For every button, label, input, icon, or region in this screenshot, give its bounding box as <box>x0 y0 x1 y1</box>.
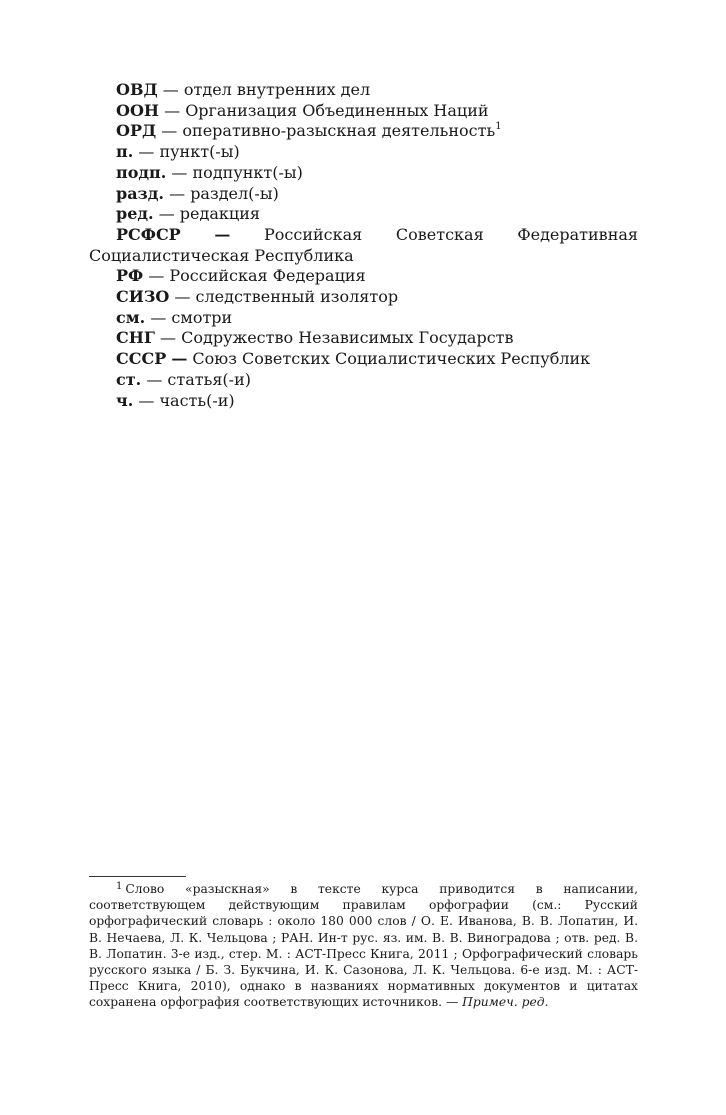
abbreviation-dash: — <box>150 307 167 327</box>
abbreviation-dash: — <box>138 142 155 162</box>
abbreviation-definition: Российская Советская Федеративная Социалистическая Республика <box>89 224 638 265</box>
abbreviation-definition: Организация Объединенных Наций <box>185 100 489 120</box>
abbreviation-list <box>89 80 638 411</box>
abbreviation-definition: раздел(-ы) <box>190 183 279 203</box>
abbreviation-definition: часть(-и) <box>159 390 235 410</box>
abbreviation-entry <box>89 163 638 184</box>
footnote-editor-note: Примеч. ред. <box>462 995 549 1010</box>
abbreviation-entry <box>89 308 638 329</box>
abbreviation-definition: статья(-и) <box>167 369 251 389</box>
abbreviation-term: п. <box>116 142 134 162</box>
abbreviation-definition: смотри <box>171 307 233 327</box>
abbreviation-dash: — <box>160 328 176 348</box>
abbreviation-entry <box>89 225 638 266</box>
abbreviation-dash: — <box>174 287 191 307</box>
abbreviation-definition: подпункт(-ы) <box>192 162 303 182</box>
abbreviation-term: ч. <box>116 390 134 410</box>
abbreviation-term: СИЗО <box>116 287 170 307</box>
abbreviation-definition: Союз Советских Социалистических Республик <box>192 349 591 369</box>
abbreviation-definition: следственный изолятор <box>195 287 399 307</box>
footnote-reference[interactable]: 1 <box>495 121 502 133</box>
footnote-text: Слово «разыскная» в тексте курса приводится в написании, соответствующем действующим правилам орфографии (см.: Русский орфографический словарь : около 180 000 слов / О. Е. Иванова, В. В. Лопатин, И. В. Нечаева, Л. К. Чельцова ; РАН. Ин-т рус. яз. им. В. В. Виноградова ; отв. ред. В. В. Лопатин. 3-е изд., стер. М. : АСТ-Пресс Книга, 2011 ; Орфографический словарь русского языка / Б. З. Букчина, И. К. Сазонова, Л. К. Чельцова. 6-е изд. М. : АСТ-Пресс Книга, 2010), однако в названиях нормативных документов и цитатах сохранена орфография соответствующих источников. — <box>89 882 638 1010</box>
abbreviation-dash: — <box>161 121 178 141</box>
abbreviation-entry <box>89 328 638 349</box>
abbreviation-dash: — <box>164 100 181 120</box>
abbreviation-term: ООН <box>116 100 159 120</box>
abbreviation-term: ОРД <box>116 121 157 141</box>
abbreviation-entry <box>89 142 638 163</box>
abbreviation-entry <box>89 370 638 391</box>
abbreviation-dash: — <box>138 390 155 410</box>
abbreviation-definition: оперативно-разыскная деятельность <box>182 121 496 141</box>
abbreviation-entry <box>89 287 638 308</box>
abbreviation-dash: — <box>148 266 165 286</box>
abbreviation-dash: — <box>169 183 186 203</box>
abbreviation-definition: Российская Федерация <box>169 266 366 286</box>
abbreviation-entry <box>89 266 638 287</box>
abbreviation-term: подп. <box>116 162 167 182</box>
abbreviation-term: ред. <box>116 204 154 224</box>
abbreviation-definition: отдел внутренних дел <box>183 80 371 99</box>
abbreviation-entry <box>89 391 638 412</box>
abbreviation-entry <box>89 184 638 205</box>
abbreviation-term: СССР <box>116 349 167 369</box>
abbreviation-entry <box>89 349 638 370</box>
abbreviation-definition: пункт(-ы) <box>159 142 240 162</box>
abbreviation-term: ст. <box>116 369 142 389</box>
abbreviation-entry <box>89 101 638 122</box>
abbreviation-term: РСФСР <box>116 224 181 244</box>
abbreviation-dash: — <box>162 80 179 99</box>
abbreviation-dash: — <box>158 204 175 224</box>
abbreviation-dash: — <box>171 349 188 369</box>
abbreviation-term: ОВД <box>116 80 158 99</box>
abbreviation-term: см. <box>116 307 146 327</box>
abbreviation-term: РФ <box>116 266 144 286</box>
abbreviation-entry <box>89 204 638 225</box>
footnote-divider <box>89 876 186 877</box>
abbreviation-entry <box>89 121 638 142</box>
abbreviation-entry <box>89 80 638 101</box>
abbreviation-dash: — <box>146 369 163 389</box>
abbreviation-dash: — <box>171 162 188 182</box>
abbreviation-definition: Содружество Независимых Государств <box>181 328 514 348</box>
abbreviation-definition: редакция <box>179 204 260 224</box>
abbreviation-dash: — <box>214 224 231 244</box>
abbreviation-term: СНГ <box>116 328 155 348</box>
footnote-number: 1 <box>116 881 123 892</box>
abbreviation-term: разд. <box>116 183 164 203</box>
footnote <box>89 881 638 1011</box>
